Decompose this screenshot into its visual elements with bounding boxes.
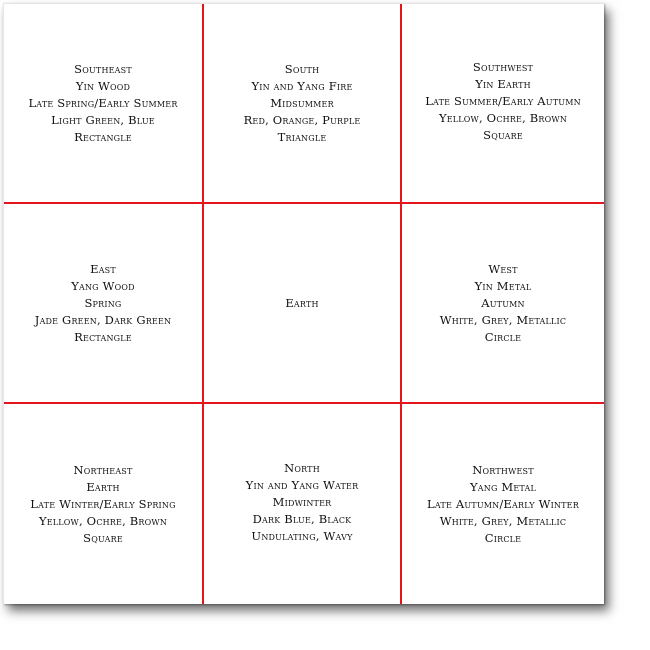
cell-north [204, 404, 402, 604]
cell-element: Yin and Yang Fire [251, 78, 353, 93]
cell-west [402, 204, 604, 404]
cell-center [204, 204, 402, 404]
cell-element: Earth [285, 295, 319, 310]
cell-northwest [402, 404, 604, 604]
cell-element: Yang Metal [469, 479, 537, 494]
cell-southeast [4, 4, 204, 204]
cell-south [204, 4, 402, 204]
cell-southwest [402, 4, 604, 204]
cell-season: Midwinter [272, 494, 332, 509]
cell-shape: Rectangle [74, 329, 132, 344]
cell-season: Late Summer/Early Autumn [425, 93, 581, 108]
cell-direction: West [488, 261, 518, 276]
cell-colors: Jade Green, Dark Green [34, 312, 172, 327]
cell-colors: Dark Blue, Black [252, 511, 352, 526]
cell-season: Late Autumn/Early Winter [427, 496, 579, 511]
cell-shape: Rectangle [74, 129, 132, 144]
cell-season: Late Winter/Early Spring [30, 496, 176, 511]
cell-shape: Square [83, 530, 123, 545]
cell-element: Yin Earth [475, 76, 531, 91]
cell-element: Yin Metal [474, 278, 532, 293]
cell-shape: Triangle [277, 129, 327, 144]
cell-element: Yang Wood [71, 278, 135, 293]
cell-colors: Red, Orange, Purple [243, 112, 361, 127]
cell-season: Spring [84, 295, 122, 310]
cell-colors: Yellow, Ochre, Brown [438, 110, 568, 125]
cell-shape: Circle [484, 530, 522, 545]
cell-direction: Northeast [73, 462, 133, 477]
cell-direction: Northwest [472, 462, 534, 477]
cell-colors: White, Grey, Metallic [439, 513, 567, 528]
cell-element: Earth [86, 479, 120, 494]
cell-colors: White, Grey, Metallic [439, 312, 567, 327]
cell-shape: Undulating, Wavy [251, 528, 353, 543]
cell-season: Late Spring/Early Summer [28, 95, 178, 110]
cell-direction: Southwest [472, 59, 534, 74]
cell-direction: North [284, 460, 320, 475]
cell-northeast [4, 404, 204, 604]
bagua-grid [3, 3, 604, 604]
cell-season: Autumn [481, 295, 525, 310]
cell-season: Midsummer [270, 95, 334, 110]
cell-direction: South [284, 61, 320, 76]
cell-shape: Circle [484, 329, 522, 344]
cell-shape: Square [483, 127, 523, 142]
cell-colors: Yellow, Ochre, Brown [38, 513, 168, 528]
cell-direction: Southeast [74, 61, 132, 76]
cell-element: Yin and Yang Water [245, 477, 359, 492]
cell-east [4, 204, 204, 404]
cell-direction: East [90, 261, 116, 276]
cell-element: Yin Wood [75, 78, 131, 93]
cell-colors: Light Green, Blue [51, 112, 155, 127]
